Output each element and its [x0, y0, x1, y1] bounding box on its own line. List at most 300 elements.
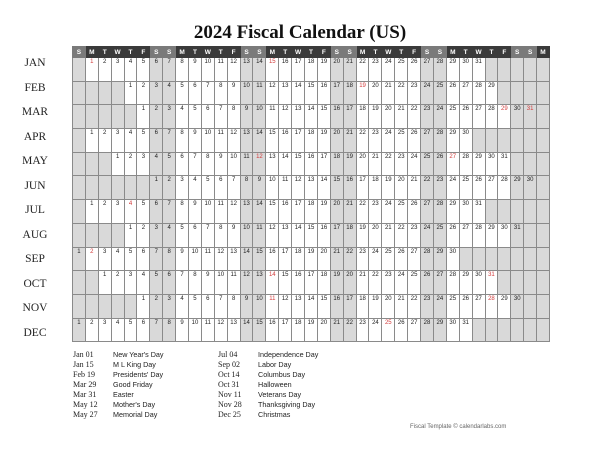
day-cell: 19: [343, 152, 356, 176]
empty-cell: [524, 129, 537, 153]
day-cell: 11: [214, 129, 227, 153]
day-cell: 7: [214, 105, 227, 129]
day-cell: 24: [421, 81, 434, 105]
month-row: [73, 223, 550, 247]
day-cell: 13: [227, 318, 240, 342]
day-cell: 15: [292, 152, 305, 176]
day-cell: 18: [305, 129, 318, 153]
day-cell: 24: [382, 129, 395, 153]
weekday-header: M: [85, 47, 98, 58]
day-cell: 23: [356, 247, 369, 271]
holiday-name: Veterans Day: [258, 390, 302, 399]
weekday-header: F: [408, 47, 421, 58]
holiday-date: Feb 19: [73, 370, 95, 379]
empty-cell: [524, 271, 537, 295]
day-cell: 12: [240, 271, 253, 295]
day-cell: 26: [446, 81, 459, 105]
day-cell: 15: [317, 294, 330, 318]
weekday-header: S: [240, 47, 253, 58]
day-cell: 15: [279, 271, 292, 295]
day-cell: 7: [150, 247, 163, 271]
day-cell: 9: [240, 105, 253, 129]
day-cell: 15: [305, 223, 318, 247]
day-cell: 31: [511, 223, 524, 247]
month-label: APR: [23, 130, 47, 143]
day-cell: 21: [330, 318, 343, 342]
day-cell: 17: [279, 318, 292, 342]
day-cell: 24: [369, 247, 382, 271]
day-cell: 29: [446, 129, 459, 153]
day-cell: 26: [408, 200, 421, 224]
day-cell: 25: [433, 223, 446, 247]
day-cell: 6: [189, 223, 202, 247]
day-cell: 9: [201, 271, 214, 295]
day-cell: 9: [227, 223, 240, 247]
day-cell: 31: [524, 105, 537, 129]
empty-cell: [137, 176, 150, 200]
day-cell: 31: [459, 318, 472, 342]
day-cell: 29: [472, 152, 485, 176]
weekday-header: S: [433, 47, 446, 58]
day-cell: 25: [382, 247, 395, 271]
day-cell: 12: [266, 223, 279, 247]
day-cell: 20: [330, 200, 343, 224]
day-cell: 27: [485, 176, 498, 200]
holiday-name: Easter: [113, 390, 134, 399]
holiday-name: Independence Day: [258, 350, 319, 359]
day-cell: 30: [446, 247, 459, 271]
day-cell: 2: [85, 247, 98, 271]
day-cell: 6: [201, 294, 214, 318]
empty-cell: [111, 81, 124, 105]
day-cell: 25: [408, 271, 421, 295]
weekday-header: F: [498, 47, 511, 58]
day-cell: 31: [472, 58, 485, 82]
day-cell: 24: [369, 318, 382, 342]
month-label: FEB: [24, 81, 46, 94]
empty-cell: [85, 294, 98, 318]
empty-cell: [511, 200, 524, 224]
weekday-header: T: [98, 47, 111, 58]
day-cell: 1: [124, 223, 137, 247]
empty-cell: [111, 176, 124, 200]
day-cell: 1: [137, 105, 150, 129]
holiday-date: Jan 15: [73, 360, 94, 369]
day-cell: 25: [421, 152, 434, 176]
empty-cell: [73, 200, 86, 224]
day-cell: 7: [163, 200, 176, 224]
page-title: 2024 Fiscal Calendar (US): [193, 22, 407, 43]
day-cell: 21: [369, 152, 382, 176]
day-cell: 13: [305, 176, 318, 200]
day-cell: 11: [266, 294, 279, 318]
day-cell: 20: [330, 129, 343, 153]
day-cell: 3: [150, 223, 163, 247]
day-cell: 18: [343, 223, 356, 247]
day-cell: 18: [305, 58, 318, 82]
day-cell: 16: [266, 247, 279, 271]
weekday-header: W: [382, 47, 395, 58]
holiday-name: Memorial Day: [113, 410, 158, 419]
day-cell: 17: [343, 105, 356, 129]
month-label: NOV: [22, 302, 48, 314]
day-cell: 18: [305, 200, 318, 224]
day-cell: 11: [227, 271, 240, 295]
weekday-header: S: [73, 47, 86, 58]
day-cell: 18: [292, 318, 305, 342]
day-cell: 19: [369, 105, 382, 129]
empty-cell: [98, 294, 111, 318]
empty-cell: [124, 105, 137, 129]
day-cell: 14: [305, 105, 318, 129]
holiday-name: Thanksgiving Day: [258, 400, 316, 409]
day-cell: 16: [279, 200, 292, 224]
day-cell: 27: [446, 152, 459, 176]
empty-cell: [511, 58, 524, 82]
day-cell: 11: [253, 223, 266, 247]
day-cell: 6: [201, 105, 214, 129]
weekday-header: S: [163, 47, 176, 58]
day-cell: 19: [330, 271, 343, 295]
day-cell: 30: [498, 223, 511, 247]
day-cell: 19: [356, 81, 369, 105]
day-cell: 8: [176, 200, 189, 224]
day-cell: 14: [253, 200, 266, 224]
holiday-name: Good Friday: [113, 380, 153, 389]
empty-cell: [537, 247, 550, 271]
day-cell: 20: [330, 58, 343, 82]
day-cell: 22: [395, 223, 408, 247]
empty-cell: [537, 200, 550, 224]
day-cell: 1: [137, 294, 150, 318]
day-cell: 19: [382, 176, 395, 200]
month-label: MAY: [22, 155, 48, 167]
day-cell: 21: [408, 176, 421, 200]
day-cell: 3: [98, 247, 111, 271]
holiday-date: May 27: [73, 410, 98, 419]
day-cell: 28: [446, 271, 459, 295]
empty-cell: [485, 247, 498, 271]
holiday-name: Labor Day: [258, 360, 292, 369]
day-cell: 31: [498, 152, 511, 176]
day-cell: 22: [356, 200, 369, 224]
day-cell: 28: [421, 247, 434, 271]
day-cell: 18: [330, 152, 343, 176]
day-cell: 8: [214, 223, 227, 247]
day-cell: 18: [292, 247, 305, 271]
day-cell: 17: [356, 176, 369, 200]
day-cell: 25: [395, 200, 408, 224]
day-cell: 13: [240, 200, 253, 224]
day-cell: 28: [433, 58, 446, 82]
empty-cell: [537, 105, 550, 129]
day-cell: 27: [421, 200, 434, 224]
empty-cell: [85, 152, 98, 176]
day-cell: 7: [150, 318, 163, 342]
day-cell: 21: [395, 105, 408, 129]
empty-cell: [485, 318, 498, 342]
empty-cell: [537, 176, 550, 200]
empty-cell: [111, 223, 124, 247]
day-cell: 8: [227, 105, 240, 129]
holiday-name: Columbus Day: [258, 370, 306, 379]
day-cell: 4: [163, 81, 176, 105]
day-cell: 6: [150, 200, 163, 224]
day-cell: 18: [343, 81, 356, 105]
day-cell: 17: [317, 152, 330, 176]
day-cell: 10: [240, 81, 253, 105]
day-cell: 26: [446, 223, 459, 247]
day-cell: 27: [408, 247, 421, 271]
day-cell: 9: [189, 200, 202, 224]
day-cell: 22: [408, 105, 421, 129]
day-cell: 3: [176, 176, 189, 200]
day-cell: 28: [485, 105, 498, 129]
day-cell: 24: [446, 176, 459, 200]
day-cell: 30: [511, 294, 524, 318]
day-cell: 17: [292, 129, 305, 153]
day-cell: 1: [85, 129, 98, 153]
empty-cell: [537, 271, 550, 295]
day-cell: 28: [472, 223, 485, 247]
day-cell: 18: [356, 294, 369, 318]
day-cell: 31: [472, 200, 485, 224]
day-cell: 25: [446, 294, 459, 318]
day-cell: 2: [98, 129, 111, 153]
month-label: JUL: [25, 204, 45, 216]
day-cell: 6: [214, 176, 227, 200]
day-cell: 13: [292, 294, 305, 318]
day-cell: 14: [292, 223, 305, 247]
empty-cell: [124, 176, 137, 200]
day-cell: 9: [189, 129, 202, 153]
day-cell: 12: [266, 81, 279, 105]
day-cell: 25: [382, 318, 395, 342]
holiday-date: Mar 29: [73, 380, 97, 389]
day-cell: 12: [214, 247, 227, 271]
day-cell: 19: [317, 58, 330, 82]
day-cell: 2: [137, 81, 150, 105]
day-cell: 6: [176, 152, 189, 176]
day-cell: 10: [240, 223, 253, 247]
day-cell: 20: [382, 105, 395, 129]
weekday-header: W: [201, 47, 214, 58]
month-label: SEP: [25, 253, 45, 265]
holiday-name: Presidents' Day: [113, 370, 164, 379]
day-cell: 5: [189, 105, 202, 129]
empty-cell: [85, 81, 98, 105]
weekday-header: F: [137, 47, 150, 58]
day-cell: 2: [137, 223, 150, 247]
day-cell: 27: [472, 105, 485, 129]
day-cell: 28: [472, 81, 485, 105]
empty-cell: [524, 81, 537, 105]
day-cell: 16: [266, 318, 279, 342]
day-cell: 6: [150, 129, 163, 153]
day-cell: 10: [214, 271, 227, 295]
weekday-header: F: [227, 47, 240, 58]
empty-cell: [73, 129, 86, 153]
empty-cell: [98, 223, 111, 247]
month-row: [73, 129, 550, 153]
day-cell: 4: [124, 129, 137, 153]
weekday-header: S: [330, 47, 343, 58]
day-cell: 8: [176, 58, 189, 82]
weekday-header: T: [305, 47, 318, 58]
day-cell: 12: [227, 58, 240, 82]
empty-cell: [98, 105, 111, 129]
day-cell: 13: [266, 152, 279, 176]
day-cell: 21: [343, 58, 356, 82]
day-cell: 6: [150, 58, 163, 82]
empty-cell: [485, 58, 498, 82]
day-cell: 10: [227, 152, 240, 176]
empty-cell: [524, 294, 537, 318]
day-cell: 16: [330, 294, 343, 318]
month-row: [73, 318, 550, 342]
day-cell: 30: [459, 200, 472, 224]
day-cell: 21: [343, 200, 356, 224]
day-cell: 14: [266, 271, 279, 295]
holiday-date: Sep 02: [218, 360, 240, 369]
day-cell: 27: [421, 129, 434, 153]
day-cell: 3: [150, 81, 163, 105]
day-cell: 28: [459, 152, 472, 176]
day-cell: 5: [189, 294, 202, 318]
day-cell: 23: [382, 271, 395, 295]
day-cell: 8: [163, 318, 176, 342]
day-cell: 14: [253, 129, 266, 153]
day-cell: 23: [356, 318, 369, 342]
day-cell: 23: [421, 294, 434, 318]
day-cell: 30: [459, 58, 472, 82]
month-row: [73, 200, 550, 224]
day-cell: 10: [253, 294, 266, 318]
day-cell: 22: [356, 58, 369, 82]
weekday-header: M: [537, 47, 550, 58]
empty-cell: [73, 58, 86, 82]
day-cell: 19: [317, 129, 330, 153]
day-cell: 9: [253, 176, 266, 200]
calendar-grid: [72, 46, 550, 342]
empty-cell: [498, 129, 511, 153]
day-cell: 24: [382, 200, 395, 224]
weekday-header: T: [124, 47, 137, 58]
day-cell: 23: [395, 152, 408, 176]
weekday-header-row: [73, 47, 550, 58]
month-row: [73, 58, 550, 82]
day-cell: 5: [163, 152, 176, 176]
empty-cell: [537, 223, 550, 247]
day-cell: 20: [343, 271, 356, 295]
day-cell: 5: [137, 200, 150, 224]
day-cell: 24: [395, 271, 408, 295]
empty-cell: [73, 81, 86, 105]
day-cell: 20: [317, 318, 330, 342]
day-cell: 6: [189, 81, 202, 105]
day-cell: 13: [279, 81, 292, 105]
month-row: [73, 105, 550, 129]
day-cell: 16: [279, 58, 292, 82]
empty-cell: [537, 58, 550, 82]
day-cell: 8: [176, 129, 189, 153]
empty-cell: [485, 200, 498, 224]
day-cell: 16: [317, 81, 330, 105]
day-cell: 23: [408, 223, 421, 247]
day-cell: 7: [214, 294, 227, 318]
day-cell: 4: [124, 200, 137, 224]
month-row: [73, 152, 550, 176]
day-cell: 25: [459, 176, 472, 200]
holiday-date: Jul 04: [218, 350, 238, 359]
month-label: AUG: [22, 228, 48, 241]
day-cell: 13: [240, 58, 253, 82]
empty-cell: [498, 81, 511, 105]
day-cell: 22: [343, 247, 356, 271]
empty-cell: [498, 318, 511, 342]
empty-cell: [537, 81, 550, 105]
empty-cell: [85, 105, 98, 129]
day-cell: 4: [163, 223, 176, 247]
day-cell: 26: [421, 271, 434, 295]
day-cell: 19: [305, 318, 318, 342]
holiday-date: Oct 14: [218, 370, 240, 379]
day-cell: 7: [189, 152, 202, 176]
day-cell: 1: [111, 152, 124, 176]
day-cell: 19: [356, 223, 369, 247]
day-cell: 23: [369, 58, 382, 82]
empty-cell: [459, 247, 472, 271]
day-cell: 6: [137, 247, 150, 271]
day-cell: 14: [317, 176, 330, 200]
day-cell: 25: [433, 81, 446, 105]
day-cell: 15: [253, 247, 266, 271]
day-cell: 25: [395, 129, 408, 153]
empty-cell: [511, 271, 524, 295]
empty-cell: [498, 247, 511, 271]
day-cell: 20: [369, 223, 382, 247]
day-cell: 2: [150, 294, 163, 318]
day-cell: 27: [433, 271, 446, 295]
day-cell: 1: [150, 176, 163, 200]
day-cell: 16: [330, 105, 343, 129]
empty-cell: [73, 105, 86, 129]
weekday-header: S: [253, 47, 266, 58]
empty-cell: [472, 247, 485, 271]
day-cell: 3: [111, 58, 124, 82]
day-cell: 26: [395, 247, 408, 271]
day-cell: 3: [163, 294, 176, 318]
day-cell: 8: [163, 247, 176, 271]
day-cell: 24: [421, 223, 434, 247]
day-cell: 28: [485, 294, 498, 318]
day-cell: 25: [446, 105, 459, 129]
weekday-header: T: [189, 47, 202, 58]
day-cell: 23: [433, 176, 446, 200]
day-cell: 13: [227, 247, 240, 271]
weekday-header: W: [111, 47, 124, 58]
day-cell: 1: [98, 271, 111, 295]
day-cell: 17: [292, 58, 305, 82]
empty-cell: [98, 81, 111, 105]
day-cell: 2: [111, 271, 124, 295]
empty-cell: [124, 294, 137, 318]
holiday-name: Mother's Day: [113, 400, 156, 409]
day-cell: 18: [317, 271, 330, 295]
empty-cell: [537, 152, 550, 176]
empty-cell: [73, 271, 86, 295]
weekday-header: S: [524, 47, 537, 58]
